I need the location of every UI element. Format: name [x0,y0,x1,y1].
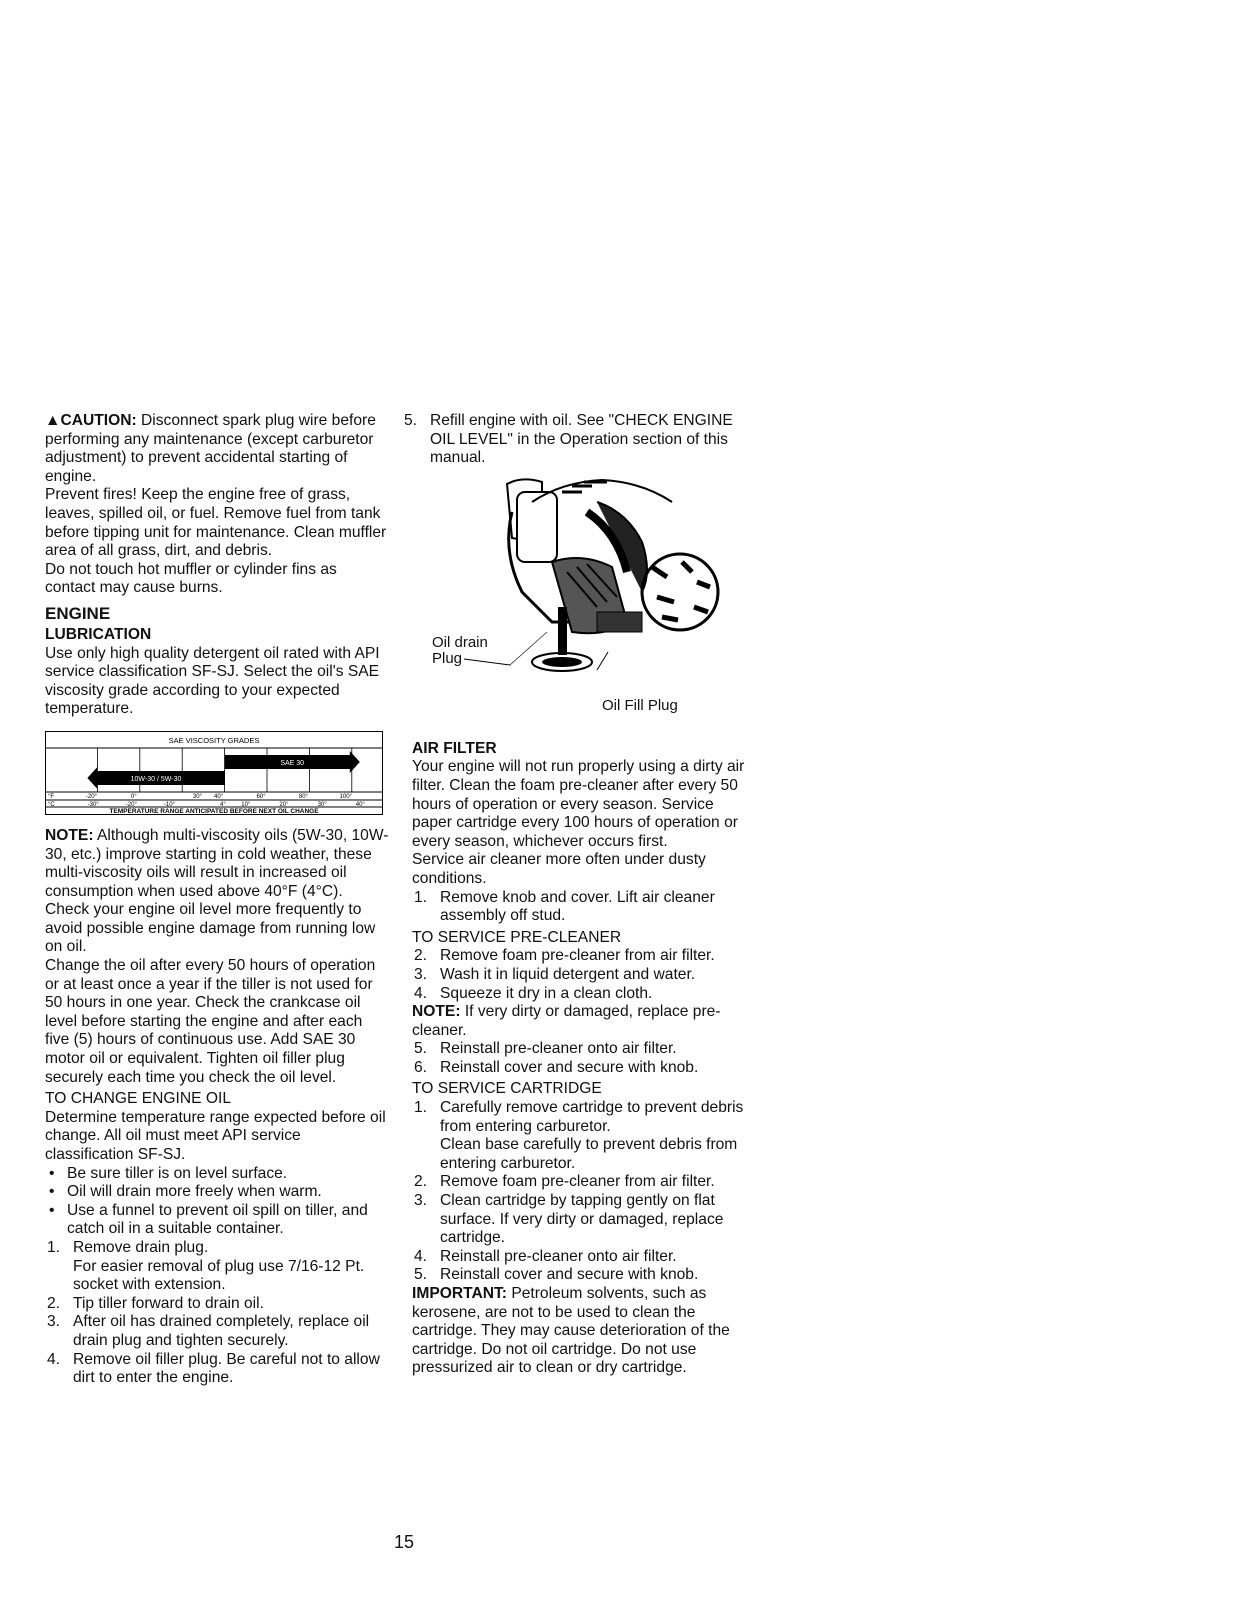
note-label: NOTE: [45,826,94,844]
list-item: 4. Squeeze it dry in a clean cloth. [414,984,653,1002]
celsius-tick-label: 20° [279,801,289,808]
note-paragraph [45,827,390,957]
celsius-tick-label: 4° [220,801,226,808]
oil-drain-label: Oil drain [432,633,488,651]
sae-viscosity-chart [45,731,383,815]
list-item: 4. Reinstall pre-cleaner onto air filter. [414,1247,677,1265]
list-item: • Use a funnel to prevent oil spill on tiller, and catch oil in a suitable container. [49,1201,368,1238]
grade-bar-label: 10W-30 / 5W-30 [130,775,182,783]
list-item: 3. Clean cartridge by tapping gently on flat surface. If very dirty or damaged, replace cartridge. [414,1192,724,1247]
oil-fill-plug-label: Oil Fill Plug [602,696,678,714]
list-item: 5. Reinstall pre-cleaner onto air filter. [414,1040,677,1058]
list-item: 3. After oil has drained completely, replace oil drain plug and tighten securely. [47,1313,370,1349]
fahrenheit-ticks [48,794,353,800]
change-oil-text: Change the oil after every 50 hours of operation or at least once a year if the tiller is not used for 50 hours in one year. Check the crankcase oil level before starting the engine and after each five (5) hours of continuous use. Add SAE 30 motor oil or equivalent. Tighten oil filler plug securely each time you check the oil level. [45,957,376,1086]
fahrenheit-tick-label: 40° [214,793,224,800]
list-item: • Oil will drain more freely when warm. [49,1183,322,1201]
oil-drain-figure [412,472,757,714]
note-text: Although multi-viscosity oils (5W-30, 10W-30, etc.) improve starting in cold weather, these multi-viscosity oils will result in increased oil consumption when used above 40°F (4°C). Check your engine oil level more frequently to avoid possible engine damage from running low on oil. [45,826,389,956]
fahrenheit-unit: °F [48,793,55,800]
grade-bar-label: SAE 30 [280,759,305,767]
list-item: 5. Reinstall cover and secure with knob. [414,1266,699,1284]
caution-label: CAUTION: [60,412,137,429]
celsius-tick-label: 40° [355,801,365,808]
list-item: 1. Remove knob and cover. Lift air cleaner assembly off stud. [414,888,715,925]
determine-text: Determine temperature range expected before oil change. All oil must meet API service classification SF-SJ. [45,1108,386,1163]
service-more-text: Service air cleaner more often under dusty conditions. [412,851,706,887]
pre-cleaner-heading: TO SERVICE PRE-CLEANER [412,928,622,946]
air-filter-heading: AIR FILTER [412,739,497,757]
plug-label: Plug [432,649,463,667]
prevent-fires-text: Prevent fires! Keep the engine free of grass, leaves, spilled oil, or fuel. Remove fuel from tank before tipping unit for maintenance. Clean muffler area of all grass, dirt, and debris. [45,486,387,560]
caution-text: Disconnect spark plug wire before performing any maintenance (except carburetor adjustment) to prevent accidental starting of engine. [45,412,376,485]
important-paragraph: IMPORTANT: Petroleum solvents, such as kerosene, are not to be used to clean the cartridge. They may cause deterioration of the cartridge. Do not oil cartridge. Do not use pressurized air to clean or dry cartridge. [412,1285,730,1377]
fahrenheit-tick-label: -20° [85,793,97,800]
list-item: 5. Refill engine with oil. See "CHECK ENGINE OIL LEVEL" in the Operation section of this manual. [404,412,733,467]
list-item: • Be sure tiller is on level surface. [49,1164,288,1182]
list-item: 1. Remove drain plug. For easier removal of plug use 7/16-12 Pt. socket with extension. [47,1238,365,1294]
hot-muffler-text: Do not touch hot muffler or cylinder fins as contact may cause burns. [45,560,337,597]
list-item: 3. Wash it in liquid detergent and water. [414,965,696,983]
fahrenheit-tick-label: 80° [298,793,308,800]
celsius-tick-label: -30° [87,801,99,808]
grid-lines [97,748,351,792]
cartridge-heading: TO SERVICE CARTRIDGE [412,1080,602,1098]
fahrenheit-tick-label: 60° [256,793,266,800]
engine-heading: ENGINE [45,603,111,623]
viscosity-chart-svg [45,731,383,815]
celsius-tick-label: 10° [241,801,251,808]
list-item: 2. Remove foam pre-cleaner from air filter. [414,1173,715,1191]
fahrenheit-tick-label: 30° [192,793,202,800]
list-item: 6. Reinstall cover and secure with knob. [414,1058,699,1076]
celsius-unit: °C [48,801,55,808]
warning-icon: ▲ [45,412,61,429]
celsius-tick-label: 30° [317,801,327,808]
chart-footer: TEMPERATURE RANGE ANTICIPATED BEFORE NEXT OIL CHANGE [109,807,319,815]
list-item: 2. Remove foam pre-cleaner from air filter. [414,947,715,965]
list-item: 1. Carefully remove cartridge to prevent debris from entering carburetor. Clean base carefully to prevent debris from entering carburetor. [414,1099,744,1172]
celsius-tick-label: -20° [125,801,137,808]
lubrication-heading: LUBRICATION [45,625,152,643]
page-number: 15 [394,1532,415,1552]
lubrication-text: Use only high quality detergent oil rated with API service classification SF-SJ. Select the oil's SAE viscosity grade according to your expected temperature. [45,644,380,718]
list-item: 4. Remove oil filler plug. Be careful not to allow dirt to enter the engine. [47,1350,380,1387]
air-filter-text: Your engine will not run properly using a dirty air filter. Clean the foam pre-cleaner after every 50 hours of operation or every season. Service paper cartridge every 100 hours of operation or every season, whichever occurs first. [412,758,745,850]
chart-title: SAE VISCOSITY GRADES [168,735,260,745]
grade-bars [87,751,359,789]
left-column [45,412,390,1388]
right-column [404,412,757,1378]
list-item: 2. Tip tiller forward to drain oil. [47,1294,264,1312]
note-paragraph-air: NOTE: If very dirty or damaged, replace pre-cleaner. [412,1003,721,1039]
fahrenheit-tick-label: 100° [339,793,353,800]
to-change-oil-heading: TO CHANGE ENGINE OIL [45,1090,232,1108]
caution-paragraph [45,412,390,486]
celsius-tick-label: -10° [163,801,176,808]
fahrenheit-tick-label: 0° [130,793,137,800]
